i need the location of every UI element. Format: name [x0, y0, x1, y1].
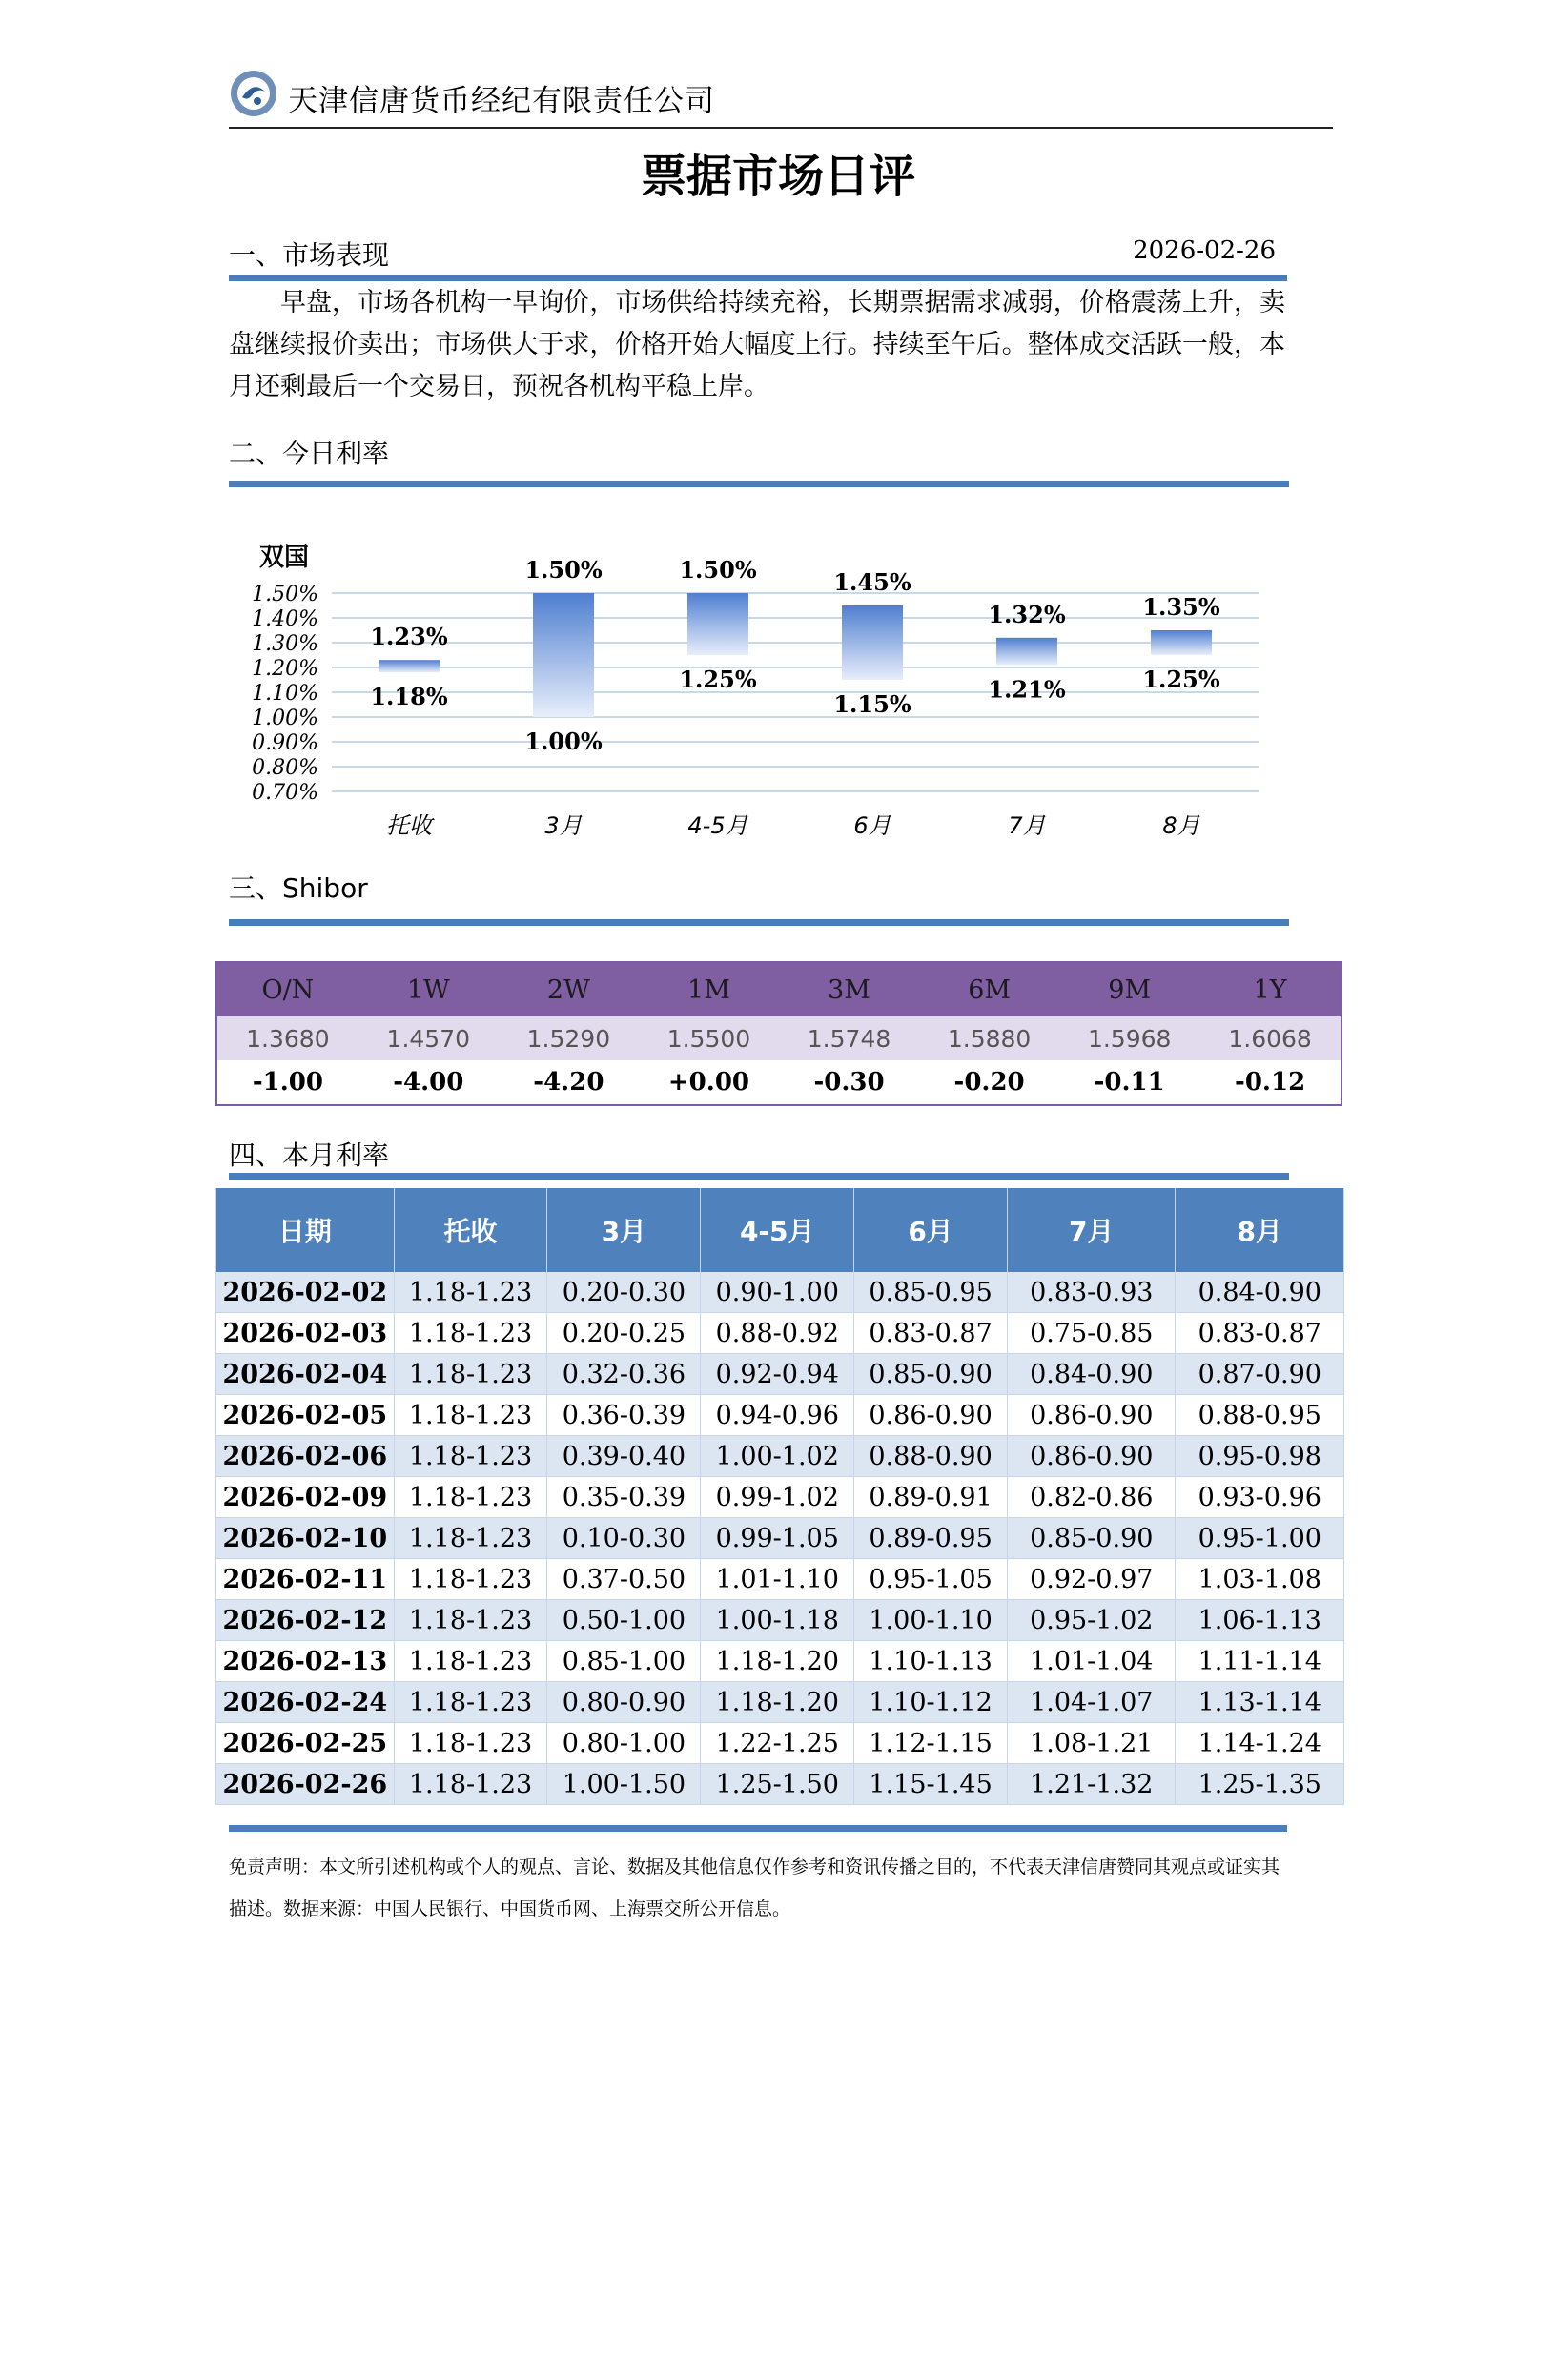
- rate-cell: 0.84-0.90: [1176, 1272, 1344, 1313]
- shibor-value: 1.3680: [216, 1016, 358, 1060]
- date-cell: 2026-02-25: [216, 1723, 395, 1764]
- range-bar: [379, 660, 440, 672]
- section-bar: [229, 275, 1287, 281]
- rate-cell: 0.83-0.93: [1008, 1272, 1176, 1313]
- rate-cell: 1.15-1.45: [854, 1764, 1008, 1805]
- rate-cell: 0.94-0.96: [701, 1395, 854, 1436]
- rate-cell: 1.18-1.23: [394, 1682, 547, 1723]
- shibor-term: 1M: [639, 962, 779, 1016]
- high-value-label: 1.23%: [370, 623, 448, 651]
- rate-cell: 0.86-0.90: [1008, 1395, 1176, 1436]
- shibor-change-row: [216, 1060, 1341, 1105]
- rate-cell: 1.08-1.21: [1008, 1723, 1176, 1764]
- rate-cell: 0.83-0.87: [1176, 1313, 1344, 1354]
- y-tick-label: 1.20%: [252, 657, 318, 681]
- report-date: 2026-02-26: [1133, 236, 1276, 265]
- section-title-market: 一、市场表现: [229, 239, 390, 271]
- table-row: [216, 1354, 1344, 1395]
- date-cell: 2026-02-02: [216, 1272, 395, 1313]
- date-cell: 2026-02-03: [216, 1313, 395, 1354]
- section-bar: [229, 481, 1289, 487]
- rate-cell: 1.00-1.50: [547, 1764, 701, 1805]
- rate-cell: 0.83-0.87: [854, 1313, 1008, 1354]
- rate-cell: 1.18-1.23: [394, 1518, 547, 1559]
- rate-cell: 0.37-0.50: [547, 1559, 701, 1600]
- rate-cell: 1.18-1.20: [701, 1682, 854, 1723]
- high-value-label: 1.50%: [524, 556, 603, 584]
- rate-cell: 1.13-1.14: [1176, 1682, 1344, 1723]
- rate-cell: 0.84-0.90: [1008, 1354, 1176, 1395]
- low-value-label: 1.15%: [833, 690, 911, 718]
- rate-cell: 0.86-0.90: [1008, 1436, 1176, 1477]
- page-title: 票据市场日评: [640, 150, 915, 203]
- shibor-value: 1.5968: [1059, 1016, 1199, 1060]
- shibor-value: 1.5290: [499, 1016, 639, 1060]
- low-value-label: 1.21%: [988, 675, 1066, 704]
- rate-cell: 1.11-1.14: [1176, 1641, 1344, 1682]
- date-cell: 2026-02-04: [216, 1354, 395, 1395]
- low-value-label: 1.00%: [524, 728, 603, 755]
- rate-cell: 1.00-1.02: [701, 1436, 854, 1477]
- rate-cell: 0.20-0.25: [547, 1313, 701, 1354]
- rate-cell: 0.87-0.90: [1176, 1354, 1344, 1395]
- page-header: [229, 69, 1333, 130]
- y-tick-label: 1.30%: [252, 632, 318, 656]
- section-bar: [229, 1173, 1289, 1180]
- rate-cell: 1.25-1.50: [701, 1764, 854, 1805]
- rate-cell: 0.88-0.90: [854, 1436, 1008, 1477]
- column-header: 日期: [216, 1188, 395, 1272]
- date-cell: 2026-02-24: [216, 1682, 395, 1723]
- rate-cell: 1.06-1.13: [1176, 1600, 1344, 1641]
- table-row: [216, 1477, 1344, 1518]
- table-row: [216, 1518, 1344, 1559]
- rate-cell: 0.10-0.30: [547, 1518, 701, 1559]
- rate-cell: 0.95-1.00: [1176, 1518, 1344, 1559]
- y-tick-label: 1.40%: [252, 607, 318, 631]
- disclaimer: 免责声明：本文所引述机构或个人的观点、言论、数据及其他信息仅作参考和资讯传播之目的，不代表天津信唐赞同其观点或证实其描述。数据来源：中国人民银行、中国货币网、上海票交所公开信息。: [229, 1857, 1280, 1919]
- rate-cell: 0.80-0.90: [547, 1682, 701, 1723]
- date-cell: 2026-02-09: [216, 1477, 395, 1518]
- y-tick-label: 0.90%: [252, 731, 318, 755]
- table-row: [216, 1641, 1344, 1682]
- low-value-label: 1.25%: [1142, 666, 1220, 693]
- shibor-term: 2W: [499, 962, 639, 1016]
- rate-cell: 1.18-1.23: [394, 1559, 547, 1600]
- section-title-rates: 二、今日利率: [229, 438, 390, 469]
- footer-bar: [229, 1825, 1287, 1832]
- shibor-change: -1.00: [216, 1060, 358, 1105]
- shibor-value: 1.5500: [639, 1016, 779, 1060]
- rate-cell: 0.88-0.92: [701, 1313, 854, 1354]
- shibor-term: 1Y: [1199, 962, 1341, 1016]
- rate-cell: 1.10-1.13: [854, 1641, 1008, 1682]
- x-tick-label: 4-5月: [687, 812, 748, 839]
- rate-cell: 0.99-1.02: [701, 1477, 854, 1518]
- table-row: [216, 1764, 1344, 1805]
- rate-cell: 0.39-0.40: [547, 1436, 701, 1477]
- shibor-term: O/N: [216, 962, 358, 1016]
- shibor-term: 1W: [358, 962, 499, 1016]
- rate-cell: 0.95-0.98: [1176, 1436, 1344, 1477]
- rate-cell: 0.85-0.90: [854, 1354, 1008, 1395]
- x-tick-label: 7月: [1008, 812, 1046, 839]
- rate-cell: 0.92-0.97: [1008, 1559, 1176, 1600]
- rate-cell: 0.89-0.91: [854, 1477, 1008, 1518]
- range-bar: [842, 605, 903, 680]
- rate-cell: 1.18-1.20: [701, 1641, 854, 1682]
- rate-cell: 0.99-1.05: [701, 1518, 854, 1559]
- column-header: 3月: [547, 1188, 701, 1272]
- shibor-term: 9M: [1059, 962, 1199, 1016]
- range-bar: [996, 638, 1057, 666]
- table-row: [216, 1272, 1344, 1313]
- rate-cell: 0.82-0.86: [1008, 1477, 1176, 1518]
- rate-cell: 1.18-1.23: [394, 1395, 547, 1436]
- shibor-value: 1.5880: [919, 1016, 1059, 1060]
- rate-range-chart: [229, 523, 1287, 856]
- shibor-table: [215, 961, 1342, 1106]
- table-row: [216, 1559, 1344, 1600]
- rate-cell: 1.18-1.23: [394, 1477, 547, 1518]
- column-header: 6月: [854, 1188, 1008, 1272]
- date-cell: 2026-02-13: [216, 1641, 395, 1682]
- x-tick-label: 8月: [1162, 812, 1200, 839]
- company-logo-icon: [229, 69, 278, 118]
- rate-cell: 0.20-0.30: [547, 1272, 701, 1313]
- column-header: 7月: [1008, 1188, 1176, 1272]
- rate-cell: 0.89-0.95: [854, 1518, 1008, 1559]
- rate-cell: 0.92-0.94: [701, 1354, 854, 1395]
- shibor-value-row: [216, 1016, 1341, 1060]
- y-tick-label: 1.00%: [252, 707, 318, 730]
- rate-cell: 0.32-0.36: [547, 1354, 701, 1395]
- rate-cell: 1.01-1.10: [701, 1559, 854, 1600]
- rate-cell: 0.85-0.95: [854, 1272, 1008, 1313]
- rate-cell: 1.18-1.23: [394, 1723, 547, 1764]
- rate-cell: 1.03-1.08: [1176, 1559, 1344, 1600]
- rate-cell: 1.14-1.24: [1176, 1723, 1344, 1764]
- column-header: 8月: [1176, 1188, 1344, 1272]
- rate-cell: 1.12-1.15: [854, 1723, 1008, 1764]
- shibor-term-row: [216, 962, 1341, 1016]
- date-cell: 2026-02-26: [216, 1764, 395, 1805]
- rate-cell: 1.01-1.04: [1008, 1641, 1176, 1682]
- rate-cell: 1.18-1.23: [394, 1272, 547, 1313]
- y-tick-label: 0.70%: [252, 781, 318, 805]
- rate-cell: 1.18-1.23: [394, 1313, 547, 1354]
- shibor-term: 3M: [779, 962, 919, 1016]
- date-cell: 2026-02-10: [216, 1518, 395, 1559]
- shibor-change: -0.30: [779, 1060, 919, 1105]
- column-header: 4-5月: [701, 1188, 854, 1272]
- rate-cell: 1.00-1.10: [854, 1600, 1008, 1641]
- rate-cell: 0.86-0.90: [854, 1395, 1008, 1436]
- rate-cell: 1.04-1.07: [1008, 1682, 1176, 1723]
- range-bar: [687, 593, 748, 655]
- rate-cell: 1.18-1.23: [394, 1436, 547, 1477]
- table-header-row: [216, 1188, 1344, 1272]
- rate-cell: 0.95-1.02: [1008, 1600, 1176, 1641]
- section-bar: [229, 919, 1289, 926]
- rate-cell: 0.90-1.00: [701, 1272, 854, 1313]
- x-tick-label: 托收: [386, 812, 432, 839]
- x-tick-label: 3月: [544, 812, 583, 839]
- table-row: [216, 1723, 1344, 1764]
- rate-cell: 0.50-1.00: [547, 1600, 701, 1641]
- market-summary: 早盘，市场各机构一早询价，市场供给持续充裕，长期票据需求减弱，价格震荡上升，卖盘继续报价卖出；市场供大于求，价格开始大幅度上行。持续至午后。整体成交活跃一般，本月还剩最后一个交易日，预祝各机构平稳上岸。: [229, 288, 1285, 401]
- rate-cell: 0.85-0.90: [1008, 1518, 1176, 1559]
- shibor-change: -4.20: [499, 1060, 639, 1105]
- date-cell: 2026-02-11: [216, 1559, 395, 1600]
- rate-cell: 0.80-1.00: [547, 1723, 701, 1764]
- range-bar: [1151, 630, 1212, 655]
- company-name: 天津信唐货币经纪有限责任公司: [288, 84, 715, 118]
- table-row: [216, 1682, 1344, 1723]
- range-bar: [533, 593, 594, 717]
- section-title-monthly: 四、本月利率: [229, 1139, 390, 1171]
- rate-cell: 1.18-1.23: [394, 1600, 547, 1641]
- rate-cell: 0.75-0.85: [1008, 1313, 1176, 1354]
- shibor-term: 6M: [919, 962, 1059, 1016]
- table-row: [216, 1436, 1344, 1477]
- date-cell: 2026-02-12: [216, 1600, 395, 1641]
- rate-cell: 1.22-1.25: [701, 1723, 854, 1764]
- table-row: [216, 1313, 1344, 1354]
- shibor-change: -0.20: [919, 1060, 1059, 1105]
- table-row: [216, 1600, 1344, 1641]
- shibor-value: 1.5748: [779, 1016, 919, 1060]
- date-cell: 2026-02-06: [216, 1436, 395, 1477]
- rate-cell: 0.85-1.00: [547, 1641, 701, 1682]
- header-divider: [229, 127, 1333, 129]
- shibor-value: 1.6068: [1199, 1016, 1341, 1060]
- shibor-change: -4.00: [358, 1060, 499, 1105]
- shibor-value: 1.4570: [358, 1016, 499, 1060]
- y-tick-label: 1.50%: [252, 583, 318, 606]
- rate-cell: 0.88-0.95: [1176, 1395, 1344, 1436]
- high-value-label: 1.32%: [988, 600, 1066, 628]
- x-tick-label: 6月: [853, 812, 891, 839]
- high-value-label: 1.35%: [1142, 593, 1220, 621]
- rate-cell: 1.18-1.23: [394, 1764, 547, 1805]
- low-value-label: 1.25%: [679, 666, 757, 693]
- y-tick-label: 1.10%: [252, 682, 318, 706]
- shibor-change: +0.00: [639, 1060, 779, 1105]
- high-value-label: 1.45%: [833, 568, 911, 596]
- section-title-shibor: 三、Shibor: [229, 872, 368, 904]
- rate-cell: 0.35-0.39: [547, 1477, 701, 1518]
- rate-cell: 0.95-1.05: [854, 1559, 1008, 1600]
- monthly-rates-table: [215, 1188, 1344, 1805]
- rate-cell: 1.18-1.23: [394, 1641, 547, 1682]
- rate-cell: 1.18-1.23: [394, 1354, 547, 1395]
- rate-cell: 0.36-0.39: [547, 1395, 701, 1436]
- date-cell: 2026-02-05: [216, 1395, 395, 1436]
- rate-cell: 1.00-1.18: [701, 1600, 854, 1641]
- rate-cell: 1.25-1.35: [1176, 1764, 1344, 1805]
- table-row: [216, 1395, 1344, 1436]
- column-header: 托收: [394, 1188, 547, 1272]
- shibor-change: -0.11: [1059, 1060, 1199, 1105]
- high-value-label: 1.50%: [679, 556, 757, 584]
- rate-cell: 1.21-1.32: [1008, 1764, 1176, 1805]
- low-value-label: 1.18%: [370, 683, 448, 711]
- chart-title: 双国: [259, 544, 310, 572]
- y-tick-label: 0.80%: [252, 756, 318, 780]
- shibor-change: -0.12: [1199, 1060, 1341, 1105]
- rate-cell: 0.93-0.96: [1176, 1477, 1344, 1518]
- rate-cell: 1.10-1.12: [854, 1682, 1008, 1723]
